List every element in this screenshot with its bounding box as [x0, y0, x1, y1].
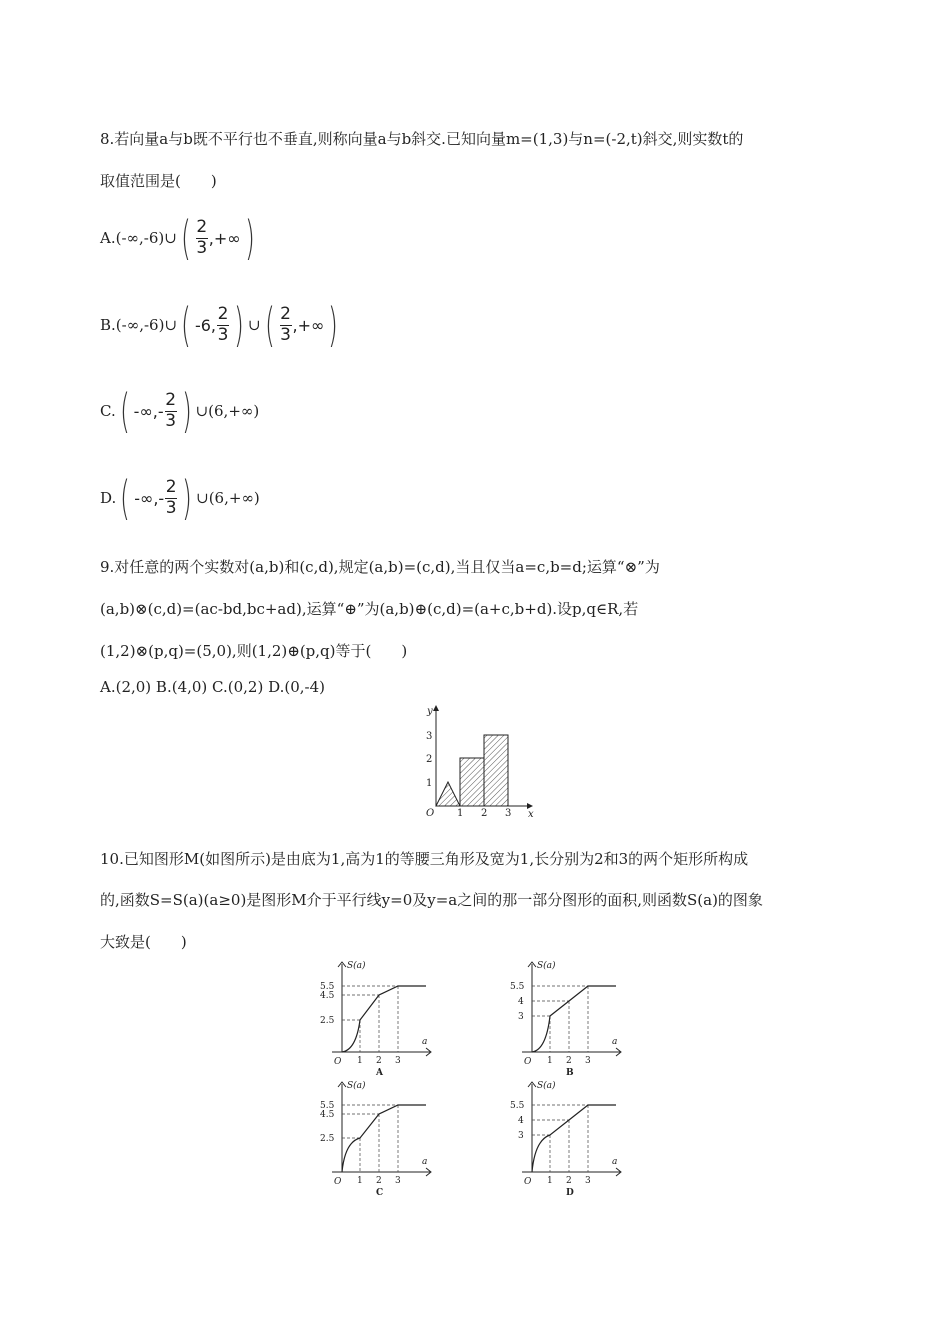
y-tick: 4.5	[320, 991, 335, 1001]
x-tick: 3	[395, 1056, 401, 1066]
origin-label: O	[426, 808, 435, 819]
q8-option-c[interactable]	[100, 384, 260, 438]
fraction: $\frac{2}{3}$	[165, 476, 177, 518]
q8-option-a[interactable]	[100, 211, 259, 265]
q8-option-b[interactable]	[100, 298, 342, 352]
graph-caption: A	[376, 1068, 383, 1078]
y-axis-label: S(a)	[537, 961, 556, 971]
interval-text: ∪(6,+∞)	[195, 402, 260, 420]
q9-options[interactable]: A.(2,0) B.(4,0) C.(0,2) D.(0,-4)	[100, 678, 325, 696]
origin-label: O	[334, 1057, 342, 1067]
origin-label: O	[524, 1057, 532, 1067]
q10-stem-line1: 10.已知图形M(如图所示)是由底为1,高为1的等腰三角形及宽为1,长分别为2和3的两个矩形所构成	[100, 850, 749, 868]
x-tick: 1	[547, 1056, 553, 1066]
interval-group: ( -∞,- $\frac{2}{3}$ )	[119, 384, 192, 438]
y-tick: 1	[426, 778, 433, 789]
graph-a[interactable]	[318, 958, 436, 1080]
interval-group-2: ( $\frac{2}{3}$ ,+∞ )	[264, 298, 339, 352]
area-curve	[342, 1105, 426, 1172]
interval-text: (-∞,-6)∪	[115, 316, 178, 334]
x-axis-label: x	[528, 809, 534, 820]
y-tick: 4	[518, 1116, 524, 1126]
area-curve	[532, 986, 616, 1052]
interval-group: ( $\frac{2}{3}$ ,+∞ )	[180, 211, 255, 265]
option-label: B.	[100, 316, 116, 334]
option-label: A.	[100, 229, 116, 247]
interval-group: ( -∞,- $\frac{2}{3}$ )	[120, 471, 193, 525]
area-curve	[532, 1105, 616, 1172]
fraction: $\frac{2}{3}$	[165, 389, 177, 431]
y-axis-label: S(a)	[347, 1081, 366, 1091]
graph-caption: D	[566, 1188, 574, 1198]
y-tick: 3	[518, 1012, 524, 1022]
q8-stem-line2: 取值范围是( )	[100, 172, 217, 190]
graph-caption: B	[566, 1068, 574, 1078]
q9-stem-line1: 9.对任意的两个实数对(a,b)和(c,d),规定(a,b)=(c,d),当且仅当a=c,b=d;运算“⊗”为	[100, 558, 660, 576]
y-axis-label: S(a)	[347, 961, 366, 971]
fraction: $\frac{2}{3}$	[196, 216, 208, 258]
x-tick: 2	[566, 1056, 572, 1066]
x-tick: 1	[457, 808, 464, 819]
x-axis-label: a	[612, 1037, 618, 1047]
x-tick: 2	[376, 1056, 382, 1066]
y-tick: 2.5	[320, 1134, 335, 1144]
origin-label: O	[334, 1177, 342, 1187]
x-axis-label: a	[612, 1157, 618, 1167]
graph-caption: C	[376, 1188, 384, 1198]
graph-b[interactable]	[508, 958, 626, 1080]
y-tick: 4	[518, 997, 524, 1007]
option-label: C.	[100, 402, 116, 420]
q8-stem-line1: 8.若向量a与b既不平行也不垂直,则称向量a与b斜交.已知向量m=(1,3)与n=(-2,t)斜交,则实数t的	[100, 130, 744, 148]
rect-shape-1	[460, 758, 484, 806]
triangle-shape	[436, 782, 460, 806]
x-tick: 1	[547, 1176, 553, 1186]
y-tick: 5.5	[510, 982, 525, 992]
fraction: $\frac{2}{3}$	[280, 303, 291, 345]
area-curve	[342, 986, 426, 1052]
option-label: D.	[100, 489, 117, 507]
q10-stem-line3: 大致是( )	[100, 933, 187, 951]
x-tick: 2	[481, 808, 488, 819]
y-tick: 5.5	[320, 982, 335, 992]
graph-c[interactable]	[318, 1078, 436, 1200]
interval-group-1: ( -6, $\frac{2}{3}$ )	[181, 298, 244, 352]
q9-stem-line3: (1,2)⊗(p,q)=(5,0),则(1,2)⊕(p,q)等于( )	[100, 642, 408, 660]
origin-label: O	[524, 1177, 532, 1187]
y-tick: 4.5	[320, 1110, 335, 1120]
x-tick: 3	[505, 808, 512, 819]
x-tick: 1	[357, 1176, 363, 1186]
x-tick: 2	[566, 1176, 572, 1186]
union-symbol: ∪	[247, 316, 261, 334]
interval-text: (-∞,-6)∪	[115, 229, 177, 247]
q8-option-d[interactable]	[100, 471, 260, 525]
y-axis-label: S(a)	[537, 1081, 556, 1091]
x-tick: 2	[376, 1176, 382, 1186]
figure-m	[418, 702, 538, 820]
q10-stem-line2: 的,函数S=S(a)(a≥0)是图形M介于平行线y=0及y=a之间的那一部分图形的面积,则函数S(a)的图象	[100, 891, 763, 909]
x-tick: 3	[585, 1176, 591, 1186]
q9-stem-line2: (a,b)⊗(c,d)=(ac-bd,bc+ad),运算“⊕”为(a,b)⊕(c,d)=(a+c,b+d).设p,q∈R,若	[100, 600, 639, 618]
fraction: $\frac{2}{3}$	[217, 303, 229, 345]
y-tick: 5.5	[320, 1101, 335, 1111]
y-tick: 3	[518, 1131, 524, 1141]
x-tick: 1	[357, 1056, 363, 1066]
y-tick: 2.5	[320, 1016, 335, 1026]
y-axis-label: y	[427, 706, 433, 717]
x-tick: 3	[395, 1176, 401, 1186]
interval-text: ∪(6,+∞)	[196, 489, 260, 507]
x-axis-label: a	[422, 1037, 428, 1047]
x-tick: 3	[585, 1056, 591, 1066]
y-tick: 2	[426, 754, 433, 765]
y-tick: 3	[426, 731, 433, 742]
rect-shape-2	[484, 735, 508, 806]
y-tick: 5.5	[510, 1101, 525, 1111]
x-axis-label: a	[422, 1157, 428, 1167]
graph-d[interactable]	[508, 1078, 626, 1200]
